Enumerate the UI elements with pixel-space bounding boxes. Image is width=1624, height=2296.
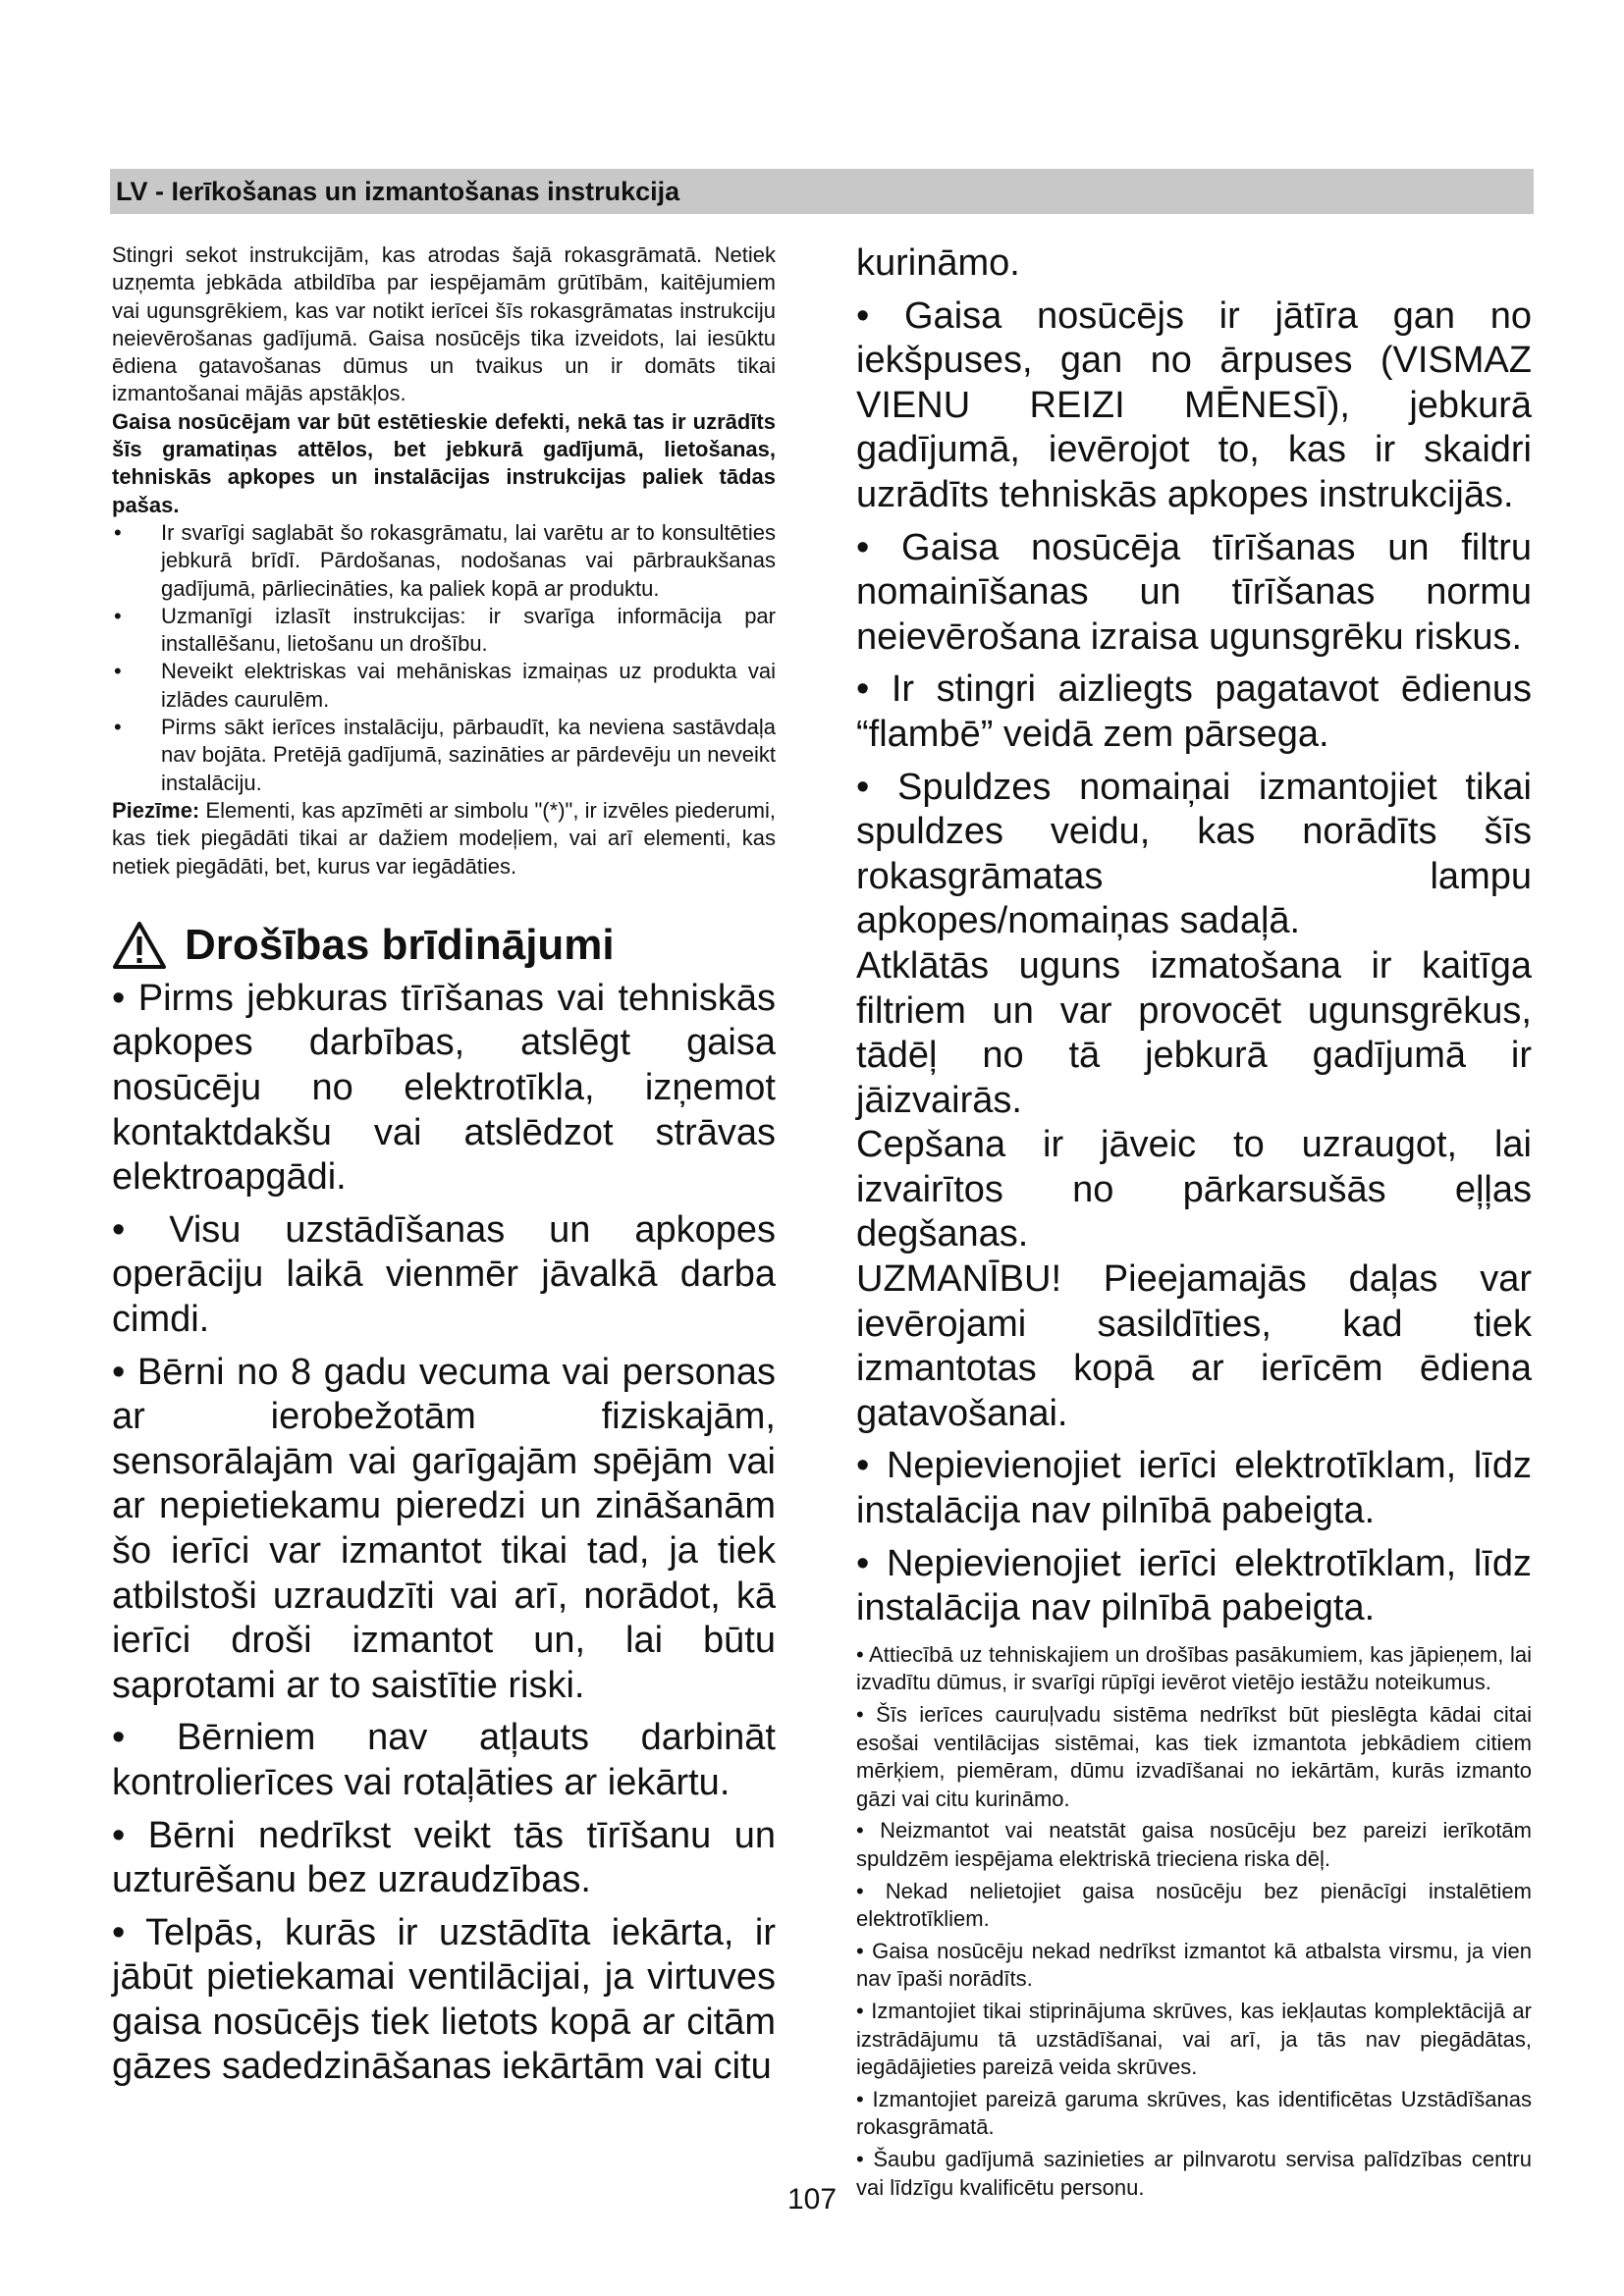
safety-paragraph: • Visu uzstādīšanas un apkopes operāciju laikā vienmēr jāvalkā darba cimdi.: [112, 1208, 776, 1340]
safety-paragraph: • Pirms jebkuras tīrīšanas vai tehniskās apkopes darbības, atslēgt gaisa nosūcēju no elektrotīkla, izņemot kontaktdakšu vai atslēdzot strāvas elektroapgādi.: [112, 977, 776, 1199]
safety-paragraph: • Gaisa nosūcēja tīrīšanas un filtru nomainīšanas un tīrīšanas normu neievērošana izraisa ugunsgrēku riskus.: [856, 526, 1532, 658]
note-label: Piezīme:: [112, 797, 200, 823]
safety-paragraph: • Telpās, kurās ir uzstādīta iekārta, ir jābūt pietiekamai ventilācijai, ja virtuves gaisa nosūcējs tiek lietots kopā ar citām gāzes sadedzināšanas iekārtām vai citu: [112, 1911, 776, 2088]
safety-paragraph: • Nepievienojiet ierīci elektrotīklam, līdz instalācija nav pilnībā pabeigta.: [856, 1542, 1532, 1629]
safety-paragraph: • Bērni nedrīkst veikt tās tīrīšanu un uzturēšanu bez uzraudzības.: [112, 1814, 776, 1901]
list-item: • Uzmanīgi izlasīt instrukcijas: ir svarīga informācija par installēšanu, lietošanu un drošību.: [112, 603, 776, 659]
small-safety-paragraph: • Izmantojiet pareizā garuma skrūves, kas identificētas Uzstādīšanas rokasgrāmatā.: [856, 2086, 1532, 2140]
safety-paragraph: • Spuldzes nomaiņai izmantojiet tikai spuldzes veidu, kas norādīts šīs rokasgrāmatas lampu apkopes/nomaiņas sadaļā.: [856, 766, 1532, 942]
note-text: Elementi, kas apzīmēti ar simbolu "(*)", ir izvēles piederumi, kas tiek piegādāti tikai ar dažiem modeļiem, vai arī elementi, kas netiek piegādāti, bet, kurus var iegādāties.: [112, 797, 776, 879]
safety-paragraph: • Gaisa nosūcējs ir jātīra gan no iekšpuses, gan no ārpuses (VISMAZ VIENU REIZI MĒNESĪ), jebkurā gadījumā, ievērojot to, kas ir skaidri uzrādīts tehniskās apkopes instrukcijās.: [856, 294, 1532, 515]
small-safety-paragraph: • Gaisa nosūcēju nekad nedrīkst izmantot kā atbalsta virsmu, ja vien nav īpaši norādīts.: [856, 1938, 1532, 1992]
warning-title: Drošības brīdinājumi: [185, 920, 615, 969]
intro-paragraph: Stingri sekot instrukcijām, kas atrodas šajā rokasgrāmatā. Netiek uzņemta jebkāda atbildība par iespējamām grūtībām, kaitējumiem vai ugunsgrēkiem, kas var notikt ierīcei šīs rokasgrāmatas instrukciju neievērošanas gadījumā. Gaisa nosūcējs tika izveidots, lai iesūktu ēdiena gatavošanas dūmus un tvaikus un ir domāts tikai izmantošanai mājās apstākļos.: [112, 242, 776, 406]
note-paragraph: [112, 797, 776, 881]
intro-bold-paragraph: Gaisa nosūcējam var būt estētieskie defekti, nekā tas ir uzrādīts šīs gramatiņas attēlos, bet jebkurā gadījumā, lietošanas, tehniskās apkopes un instalācijas instrukcijas paliek tādas pašas.: [112, 408, 776, 517]
warning-triangle-icon: [112, 921, 167, 970]
safety-paragraph: • Bērniem nav atļauts darbināt kontrolierīces vai rotaļāties ar iekārtu.: [112, 1717, 776, 1803]
safety-paragraph: UZMANĪBU! Pieejamajās daļas var ievērojami sasildīties, kad tiek izmantotas kopā ar ierīcēm ēdiena gatavošanai.: [856, 1258, 1532, 1434]
safety-paragraph: • Ir stingri aizliegts pagatavot ēdienus “flambē” veidā zem pārsega.: [856, 668, 1532, 755]
safety-paragraph: kurināmo.: [856, 242, 1020, 284]
safety-paragraph: • Bērni no 8 gadu vecuma vai personas ar ierobežotām fiziskajām, sensorālajām vai garīgajām spējām vai ar nepietiekamu pieredzi un zināšanām šo ierīci var izmantot tikai tad, ja tiek atbilstoši uzraudzīti vai arī, norādot, kā ierīci droši izmantot un, lai būtu saprotami ar to saistītie riski.: [112, 1351, 776, 1706]
list-item: • Pirms sākt ierīces instalāciju, pārbaudīt, ka neviena sastāvdaļa nav bojāta. Pretējā gadījumā, sazināties ar pārdevēju un neveikt instalāciju.: [112, 714, 776, 797]
page-number: 107: [786, 2183, 838, 2216]
small-safety-paragraph: • Šīs ierīces cauruļvadu sistēma nedrīkst būt pieslēgta kādai citai esošai ventilācijas sistēmai, kas tiek izmantota jebkādiem citiem mērķiem, piemēram, dūmu izvadīšanai no iekārtām, kurās izmanto gāzi vai citu kurināmo.: [856, 1702, 1532, 1811]
right-column: [856, 241, 1532, 2206]
small-safety-paragraph: • Izmantojiet tikai stiprinājuma skrūves, kas iekļautas komplektācijā ar izstrādājumu tā uzstādīšanai, vai arī, ja tās nav piegādātas, iegādājieties pareizā veida skrūves.: [856, 1998, 1532, 2080]
small-safety-paragraph: • Attiecībā uz tehniskajiem un drošības pasākumiem, kas jāpieņem, lai izvadītu dūmus, ir svarīgi rūpīgi ievērot vietējo iestāžu noteikumus.: [856, 1641, 1532, 1695]
section-header: LV - Ierīkošanas un izmantošanas instrukcija: [110, 169, 1534, 214]
left-column: [112, 241, 776, 2090]
warning-heading: [112, 920, 776, 971]
small-safety-paragraph: • Neizmantot vai neatstāt gaisa nosūcēju bez pareizi ierīkotām spuldzēm iespējama elektriskā trieciena riska dēļ.: [856, 1818, 1532, 1871]
safety-paragraph: Cepšana ir jāveic to uzraugot, lai izvairītos no pārkarsušās eļļas degšanas.: [856, 1124, 1532, 1255]
intro-bullet-list: [112, 519, 776, 797]
safety-paragraph: • Nepievienojiet ierīci elektrotīklam, līdz instalācija nav pilnībā pabeigta.: [856, 1445, 1532, 1532]
list-item: • Neveikt elektriskas vai mehāniskas izmaiņas uz produkta vai izlādes caurulēm.: [112, 658, 776, 714]
small-safety-paragraph: • Nekad nelietojiet gaisa nosūcēju bez pienācīgi instalētiem elektrotīkliem.: [856, 1878, 1532, 1932]
list-item: • Ir svarīgi saglabāt šo rokasgrāmatu, lai varētu ar to konsultēties jebkurā brīdī. Pārdošanas, nodošanas vai pārbraukšanas gadījumā, pārliecināties, ka paliek kopā ar produktu.: [112, 519, 776, 603]
small-safety-paragraph: • Šaubu gadījumā sazinieties ar pilnvarotu servisa palīdzības centru vai līdzīgu kvalificētu personu.: [856, 2146, 1532, 2200]
safety-paragraph: Atklātās uguns izmatošana ir kaitīga filtriem un var provocēt ugunsgrēkus, tādēļ no tā jebkurā gadījumā ir jāizvairās.: [856, 944, 1532, 1121]
